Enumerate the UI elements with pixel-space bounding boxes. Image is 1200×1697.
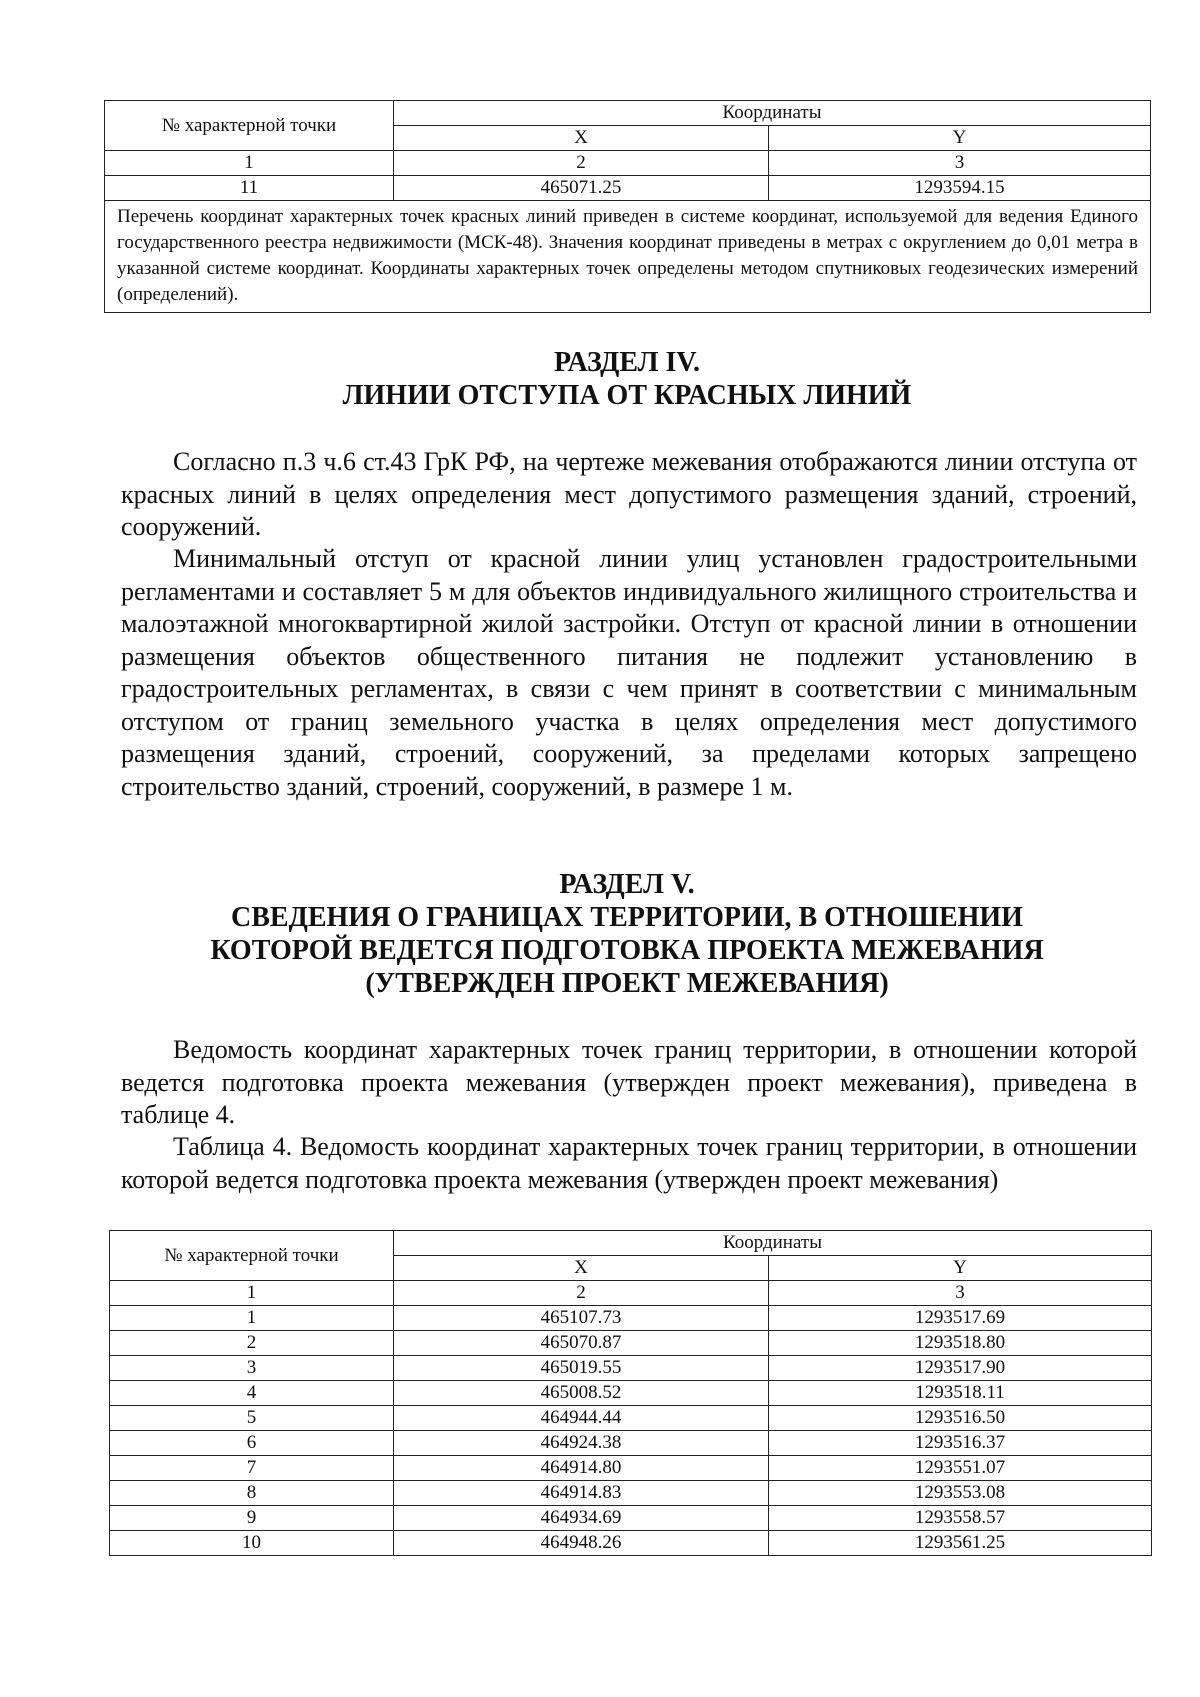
point-number: 6 (110, 1431, 394, 1456)
section-4-subtitle: ЛИНИИ ОТСТУПА ОТ КРАСНЫХ ЛИНИЙ (342, 380, 912, 411)
red-lines-coordinates-table (104, 100, 1151, 313)
section-5-subtitle-line-2: КОТОРОЙ ВЕДЕТСЯ ПОДГОТОВКА ПРОЕКТА МЕЖЕВАНИЯ (210, 935, 1044, 966)
coordinate-y: 1293516.50 (769, 1406, 1152, 1431)
table-note-row (105, 201, 1151, 313)
column-number: 3 (769, 1281, 1152, 1306)
header-point-number: № характерной точки (105, 101, 394, 151)
coordinate-x: 465070.87 (394, 1331, 769, 1356)
table-note: Перечень координат характерных точек красных линий приведен в системе координат, используемой для ведения Единого государственного реестра недвижимости (МСК-48). Значения координат приведены в метрах с округлением до 0,01 метра в указанной системе координат. Координаты характерных точек определены методом спутниковых геодезических измерений (определений). (105, 201, 1151, 313)
table-row (110, 1356, 1152, 1381)
coordinate-y: 1293516.37 (769, 1431, 1152, 1456)
table-row (110, 1381, 1152, 1406)
column-number-row (105, 151, 1151, 176)
table-row (110, 1531, 1152, 1556)
table-row (110, 1306, 1152, 1331)
coordinate-y: 1293594.15 (769, 176, 1151, 201)
section-5-subtitle-line-3: (УТВЕРЖДЕН ПРОЕКТ МЕЖЕВАНИЯ) (365, 968, 889, 999)
territory-boundary-coordinates-table (109, 1230, 1152, 1556)
section-5-subtitle-line-1: СВЕДЕНИЯ О ГРАНИЦАХ ТЕРРИТОРИИ, В ОТНОШЕНИИ (231, 902, 1023, 933)
point-number: 3 (110, 1356, 394, 1381)
section-5-paragraph-1: Ведомость координат характерных точек границ территории, в отношении которой ведется подготовка проекта межевания (утвержден проект межевания), приведена в таблице 4. (121, 1035, 1137, 1129)
point-number: 5 (110, 1406, 394, 1431)
coordinate-y: 1293517.69 (769, 1306, 1152, 1331)
coordinate-y: 1293553.08 (769, 1481, 1152, 1506)
header-coordinates: Координаты (394, 101, 1151, 126)
coordinate-x: 465019.55 (394, 1356, 769, 1381)
point-number: 4 (110, 1381, 394, 1406)
coordinate-y: 1293518.11 (769, 1381, 1152, 1406)
header-y: Y (769, 1256, 1152, 1281)
coordinate-x: 465107.73 (394, 1306, 769, 1331)
coordinate-y: 1293551.07 (769, 1456, 1152, 1481)
header-x: X (394, 1256, 769, 1281)
coordinate-y: 1293518.80 (769, 1331, 1152, 1356)
column-number: 2 (394, 1281, 769, 1306)
table-row (105, 176, 1151, 201)
section-5-heading (104, 868, 1150, 1000)
table-row (110, 1431, 1152, 1456)
coordinate-y: 1293561.25 (769, 1531, 1152, 1556)
section-5-title: РАЗДЕЛ V. (559, 869, 695, 900)
header-x: X (394, 126, 769, 151)
point-number: 1 (110, 1306, 394, 1331)
table-header-row (110, 1231, 1152, 1256)
column-number: 2 (394, 151, 769, 176)
coordinate-x: 464914.80 (394, 1456, 769, 1481)
section-4-paragraph-2: Минимальный отступ от красной линии улиц установлен градостроительными регламентами и составляет 5 м для объектов индивидуального жилищного строительства и малоэтажной многоквартирной жилой застройки. Отступ от красной линии в отношении размещения объектов общественного питания не подлежит установлению в градостроительных регламентах, в связи с чем принят в соответствии с минимальным отступом от границ земельного участка в целях определения мест допустимого размещения зданий, строений, сооружений, за пределами которых запрещено строительство зданий, строений, сооружений, в размере 1 м. (121, 544, 1137, 801)
header-point-number: № характерной точки (110, 1231, 394, 1281)
coordinate-x: 464948.26 (394, 1531, 769, 1556)
point-number: 7 (110, 1456, 394, 1481)
coordinate-x: 465071.25 (394, 176, 769, 201)
point-number: 9 (110, 1506, 394, 1531)
table-row (110, 1331, 1152, 1356)
coordinate-x: 464914.83 (394, 1481, 769, 1506)
coordinate-x: 464944.44 (394, 1406, 769, 1431)
point-number: 11 (105, 176, 394, 201)
point-number: 8 (110, 1481, 394, 1506)
point-number: 2 (110, 1331, 394, 1356)
section-4-title: РАЗДЕЛ IV. (553, 347, 701, 378)
table-row (110, 1506, 1152, 1531)
coordinate-x: 464924.38 (394, 1431, 769, 1456)
coordinate-x: 464934.69 (394, 1506, 769, 1531)
table-row (110, 1406, 1152, 1431)
column-number: 3 (769, 151, 1151, 176)
table-4-caption: Таблица 4. Ведомость координат характерных точек границ территории, в отношении которой ведется подготовка проекта межевания (утвержден проект межевания) (121, 1132, 1137, 1194)
section-4-heading (104, 346, 1150, 412)
table-row (110, 1456, 1152, 1481)
table-row (110, 1481, 1152, 1506)
header-y: Y (769, 126, 1151, 151)
coordinate-y: 1293558.57 (769, 1506, 1152, 1531)
header-coordinates: Координаты (394, 1231, 1152, 1256)
point-number: 10 (110, 1531, 394, 1556)
table-header-row (105, 101, 1151, 126)
column-number-row (110, 1281, 1152, 1306)
column-number: 1 (110, 1281, 394, 1306)
column-number: 1 (105, 151, 394, 176)
coordinate-x: 465008.52 (394, 1381, 769, 1406)
section-4-paragraph-1: Согласно п.3 ч.6 ст.43 ГрК РФ, на чертеже межевания отображаются линии отступа от красных линий в целях определения мест допустимого размещения зданий, строений, сооружений. (121, 447, 1137, 541)
coordinate-y: 1293517.90 (769, 1356, 1152, 1381)
